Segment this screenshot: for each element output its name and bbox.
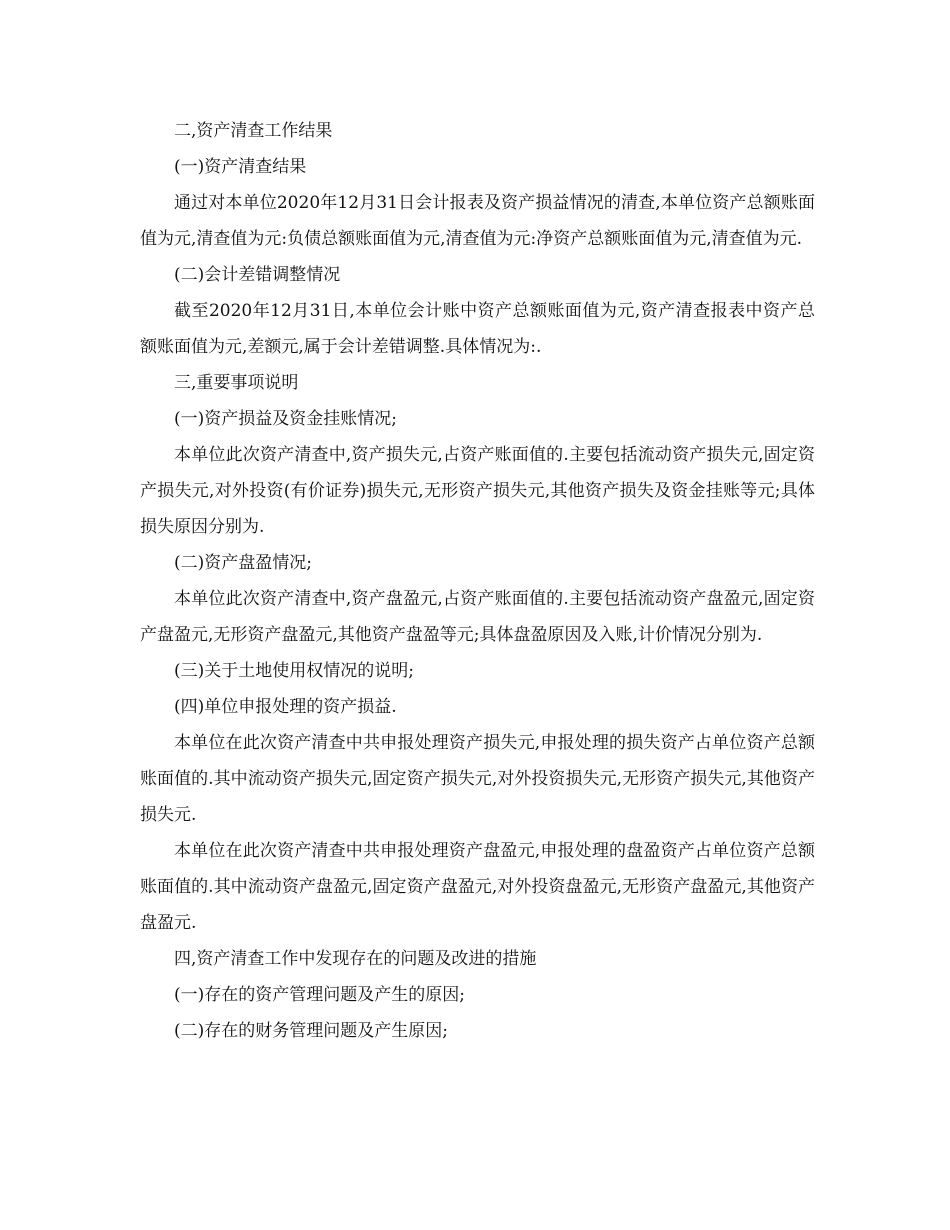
section-heading-2: 二,资产清查工作结果 [174,121,333,141]
subheading-3-1: (一)资产损益及资金挂账情况; [174,409,397,429]
paragraph-declared-surplus: 本单位在此次资产清查中共申报处理资产盘盈元,申报处理的盘盈资产占单位资产总额账面值的.其中流动资产盘盈元,固定资产盘盈元,对外投资盘盈元,无形资产盘盈元,其他资产盘盈元. [140,841,815,933]
document-body [140,113,815,1049]
subheading-4-1: (一)存在的资产管理问题及产生的原因; [174,985,465,1005]
subheading-2-2: (二)会计差错调整情况 [174,265,341,285]
section-heading-3: 三,重要事项说明 [174,373,299,393]
subheading-2-1: (一)资产清查结果 [174,157,307,177]
subheading-4-2: (二)存在的财务管理问题及产生原因; [174,1021,448,1041]
subheading-3-2: (二)资产盘盈情况; [174,553,312,573]
paragraph-asset-surplus: 本单位此次资产清查中,资产盘盈元,占资产账面值的.主要包括流动资产盘盈元,固定资产盘盈元,无形资产盘盈元,其他资产盘盈等元;具体盘盈原因及入账,计价情况分别为. [140,589,815,645]
paragraph-error-adjustment: 截至2020年12月31日,本单位会计账中资产总额账面值为元,资产清查报表中资产总额账面值为元,差额元,属于会计差错调整.具体情况为:. [140,301,815,357]
subheading-3-4: (四)单位申报处理的资产损益. [174,697,397,717]
subheading-3-3: (三)关于土地使用权情况的说明; [174,661,414,681]
section-heading-4: 四,资产清查工作中发现存在的问题及改进的措施 [174,949,537,969]
paragraph-clearance-result: 通过对本单位2020年12月31日会计报表及资产损益情况的清查,本单位资产总额账面值为元,清查值为元:负债总额账面值为元,清查值为元:净资产总额账面值为元,清查值为元. [140,193,815,249]
paragraph-asset-loss: 本单位此次资产清查中,资产损失元,占资产账面值的.主要包括流动资产损失元,固定资产损失元,对外投资(有价证券)损失元,无形资产损失元,其他资产损失及资金挂账等元;具体损失原因分别为. [140,445,815,537]
paragraph-declared-loss: 本单位在此次资产清查中共申报处理资产损失元,申报处理的损失资产占单位资产总额账面值的.其中流动资产损失元,固定资产损失元,对外投资损失元,无形资产损失元,其他资产损失元. [140,733,815,825]
